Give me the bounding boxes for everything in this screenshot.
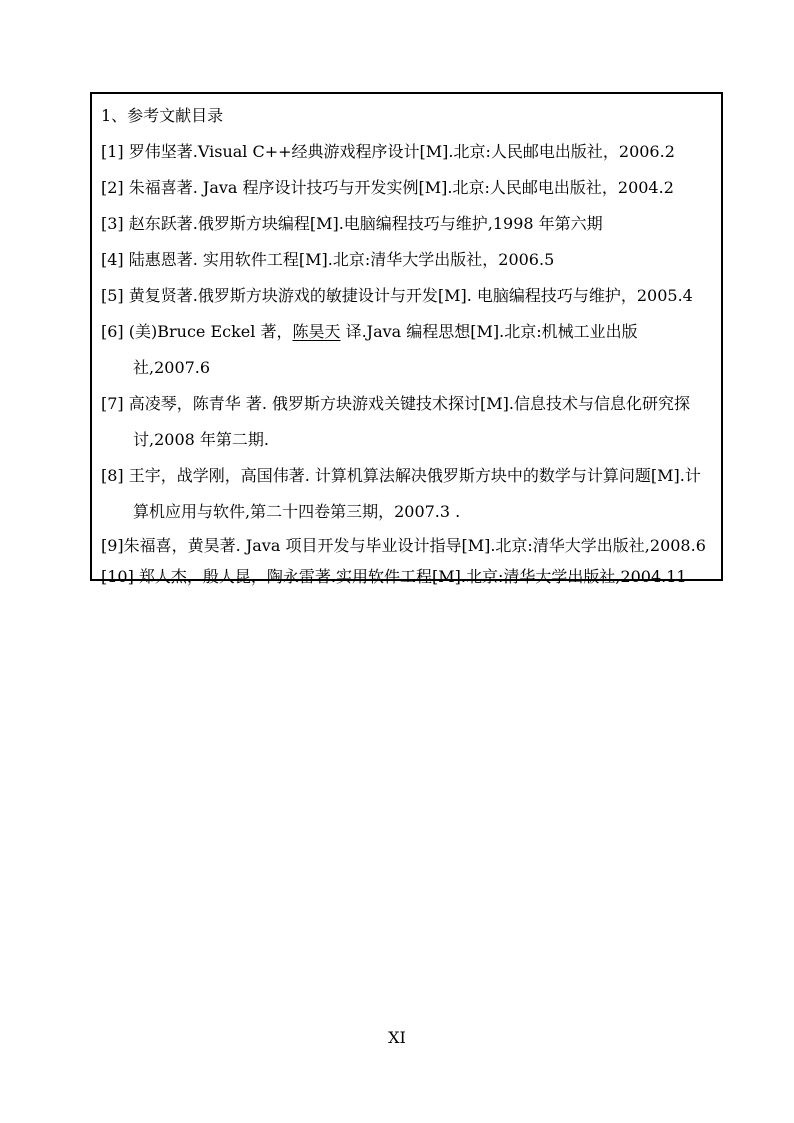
reference-text: [5] 黄复贤著.俄罗斯方块游戏的敏捷设计与开发[M]. 电脑编程技巧与维护，2005.4 xyxy=(101,286,693,305)
reference-item xyxy=(101,242,713,278)
reference-text: [2] 朱福喜著. Java 程序设计技巧与开发实例[M].北京:人民邮电出版社，2004.2 xyxy=(101,178,674,197)
reference-text: [4] 陆惠恩著. 实用软件工程[M].北京:清华大学出版社，2006.5 xyxy=(101,250,555,269)
reference-translator-name: 陈昊天 xyxy=(292,322,341,341)
page-number: XI xyxy=(388,1028,406,1047)
reference-item xyxy=(101,278,713,314)
references-box xyxy=(90,92,723,586)
reference-text: [8] 王宇，战学刚，高国伟著. 计算机算法解决俄罗斯方块中的数学与计算问题[M].计算机应用与软件,第二十四卷第三期，2007.3 . xyxy=(101,466,701,521)
reference-item xyxy=(101,206,713,242)
reference-item xyxy=(101,386,713,458)
reference-item xyxy=(101,134,713,170)
reference-text: [1] 罗伟坚著.Visual C++经典游戏程序设计[M].北京:人民邮电出版社，2006.2 xyxy=(101,142,675,161)
reference-list xyxy=(101,134,713,592)
reference-item xyxy=(101,170,713,206)
reference-text: [9]朱福喜，黄昊著. Java 项目开发与毕业设计指导[M].北京:清华大学出版社,2008.6 xyxy=(101,536,706,555)
reference-item xyxy=(101,561,713,592)
reference-text: [6] (美)Bruce Eckel 著， xyxy=(101,322,293,341)
reference-text: [10] 郑人杰，殷人昆，陶永雷著.实用软件工程[M].北京:清华大学出版社,2004.11 xyxy=(101,567,687,586)
reference-text: [7] 高凌琴，陈青华 著. 俄罗斯方块游戏关键技术探讨[M].信息技术与信息化研究探讨,2008 年第二期. xyxy=(101,394,690,449)
reference-text: [3] 赵东跃著.俄罗斯方块编程[M].电脑编程技巧与维护,1998 年第六期 xyxy=(101,214,603,233)
reference-text: 译.Java 编程思想[M].北京:机械工业出版社,2007.6 xyxy=(133,322,638,377)
section-title: 1、参考文献目录 xyxy=(101,106,224,125)
reference-item xyxy=(101,530,713,561)
reference-item xyxy=(101,314,713,386)
reference-item xyxy=(101,458,713,530)
